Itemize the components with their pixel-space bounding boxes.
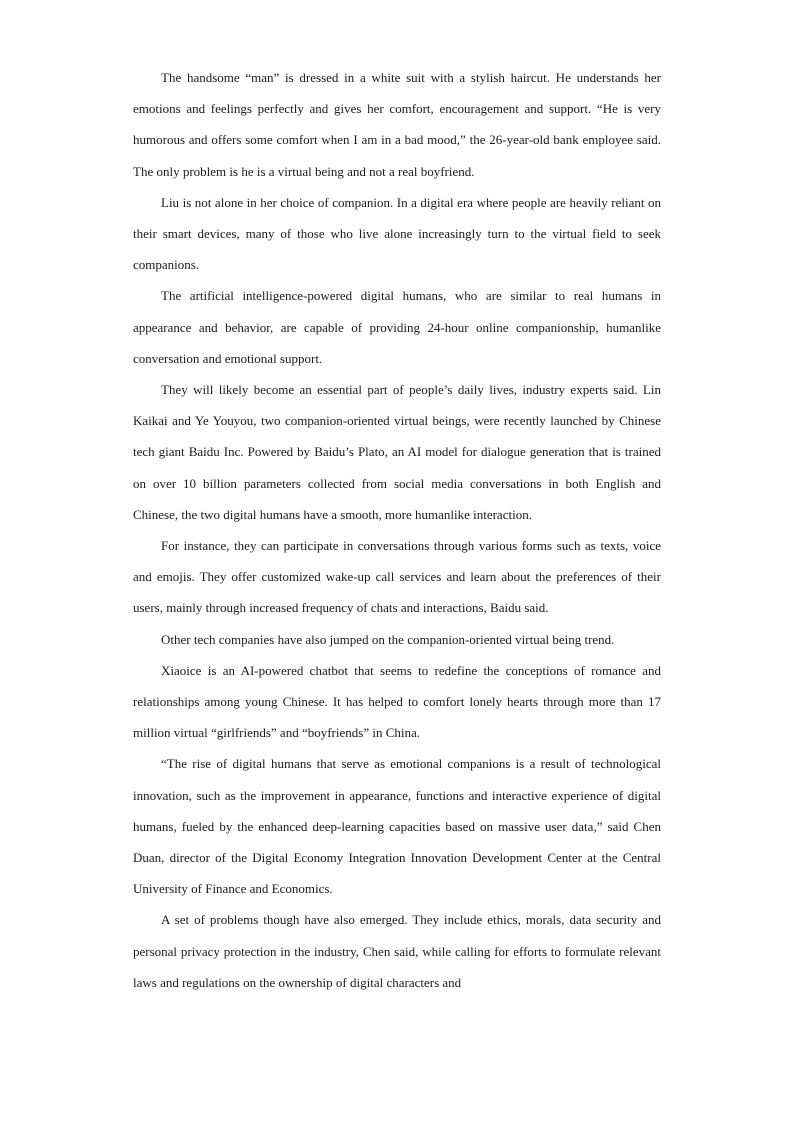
paragraph-6: Other tech companies have also jumped on the companion-oriented virtual being trend. — [161, 631, 615, 647]
document-page — [133, 62, 661, 998]
paragraph-2: Liu is not alone in her choice of companion. In a digital era where people are heavily reliant on their smart devices, many of those who live alone increasingly turn to the virtual field to seek companions. — [133, 194, 661, 273]
paragraph-4: They will likely become an essential part of people’s daily lives, industry experts said. Lin Kaikai and Ye Youyou, two companion-oriented virtual beings, were recently launched by Chinese tech giant Baidu Inc. Powered by Baidu’s Plato, an AI model for dialogue generation that is trained on over 10 billion parameters collected from social media conversations in both English and Chinese, the two digital humans have a smooth, more humanlike interaction. — [133, 382, 661, 522]
paragraph-3: The artificial intelligence-powered digital humans, who are similar to real humans in appearance and behavior, are capable of providing 24-hour online companionship, humanlike conversation and emotional support. — [133, 288, 661, 366]
paragraph-7: Xiaoice is an AI-powered chatbot that seems to redefine the conceptions of romance and relationships among young Chinese. It has helped to comfort lonely hearts through more than 17 million virtual “girlfriends” and “boyfriends” in China. — [133, 662, 661, 741]
paragraph-5: For instance, they can participate in conversations through various forms such as texts, voice and emojis. They offer customized wake-up call services and learn about the preferences of their users, mainly through increased frequency of chats and interactions, Baidu said. — [133, 538, 661, 616]
paragraph-8: “The rise of digital humans that serve as emotional companions is a result of technological innovation, such as the improvement in appearance, functions and interactive experience of digital humans, fueled by the enhanced deep-learning capacities based on massive user data,” said Chen Duan, director of the Digital Economy Integration Innovation Development Center at the Central University of Finance and Economics. — [133, 756, 661, 897]
paragraph-9: A set of problems though have also emerged. They include ethics, morals, data security and personal privacy protection in the industry, Chen said, while calling for efforts to formulate relevant laws and regulations on the ownership of digital characters and — [133, 912, 661, 990]
paragraph-1: The handsome “man” is dressed in a white suit with a stylish haircut. He understands her emotions and feelings perfectly and gives her comfort, encouragement and support. “He is very humorous and offers some comfort when I am in a bad mood,” the 26-year-old bank employee said. The only problem is he is a virtual being and not a real boyfriend. — [133, 70, 661, 179]
